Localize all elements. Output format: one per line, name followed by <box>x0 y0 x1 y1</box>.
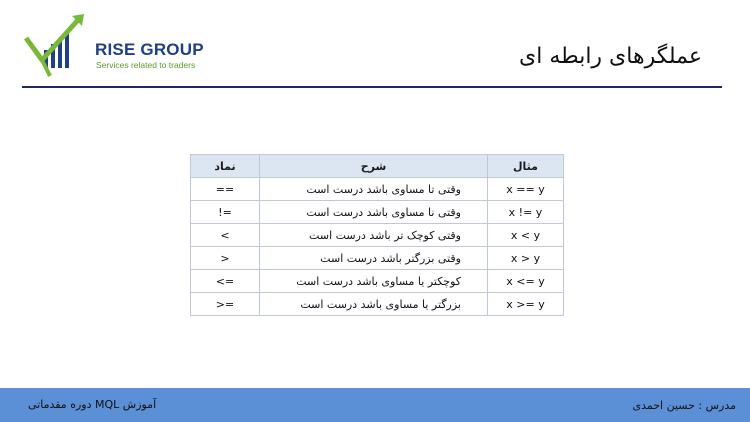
header-description: شرح <box>260 155 488 178</box>
cell-symbol: == <box>191 178 260 201</box>
cell-symbol: != <box>191 201 260 224</box>
rise-group-logo <box>22 14 204 86</box>
logo-mark-icon <box>22 14 94 84</box>
cell-example: x <= y <box>488 270 564 293</box>
cell-symbol: > <box>191 247 260 270</box>
table-header-row <box>191 155 564 178</box>
title-divider <box>22 86 722 88</box>
cell-description: وقتی کوچک تر باشد درست است <box>260 224 488 247</box>
header-example: مثال <box>488 155 564 178</box>
table-row <box>191 293 564 316</box>
cell-symbol: < <box>191 224 260 247</box>
cell-description: بزرگتر یا مساوی باشد درست است <box>260 293 488 316</box>
cell-example: x > y <box>488 247 564 270</box>
cell-symbol: <= <box>191 270 260 293</box>
cell-example: x < y <box>488 224 564 247</box>
brand-tagline: Services related to traders <box>96 60 196 70</box>
cell-example: x != y <box>488 201 564 224</box>
footer-bar <box>0 388 750 422</box>
brand-name: RISE GROUP <box>95 40 204 59</box>
footer-instructor: مدرس : حسین احمدی <box>632 399 736 412</box>
table-row <box>191 224 564 247</box>
cell-description: وقتی نا مساوی باشد درست است <box>260 201 488 224</box>
cell-example: x >= y <box>488 293 564 316</box>
cell-symbol: >= <box>191 293 260 316</box>
table-row <box>191 247 564 270</box>
cell-description: وقتی بزرگتر باشد درست است <box>260 247 488 270</box>
footer-course: آموزش MQL دوره مقدماتی <box>28 398 157 411</box>
cell-example: x == y <box>488 178 564 201</box>
cell-description: کوچکتر یا مساوی باشد درست است <box>260 270 488 293</box>
cell-description: وقتی تا مساوی باشد درست است <box>260 178 488 201</box>
operators-table <box>190 154 564 316</box>
table-row <box>191 201 564 224</box>
table-row <box>191 270 564 293</box>
slide-title: عملگرهای رابطه ای <box>519 44 702 69</box>
header-symbol: نماد <box>191 155 260 178</box>
table-row <box>191 178 564 201</box>
